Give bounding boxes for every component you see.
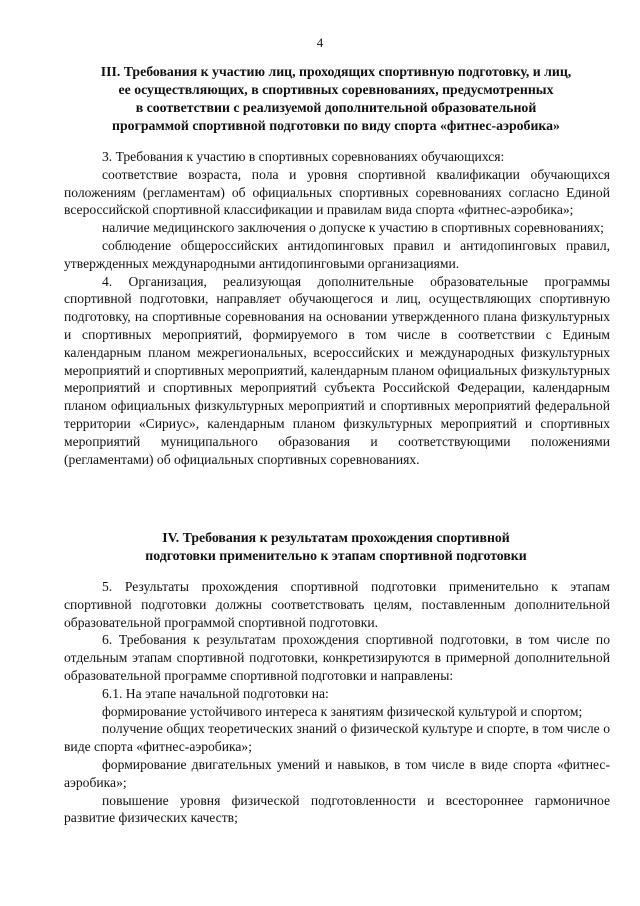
paragraph-6-1: 6.1. На этапе начальной подготовки на: (102, 685, 329, 701)
paragraph-5: 5. Результаты прохождения спортивной подготовки применительно к этапам спортивной подготовки должны соответствовать целям, поставленным дополнительной образовательной программой спортивной подготовки. (64, 579, 610, 630)
section-4-body (64, 578, 610, 827)
section-3-heading: III. Требования к участию лиц, проходящих спортивную подготовку, и лиц, ее осуществляющих, в спортивных соревнованиях, предусмотренных в соответствии с реализуемой дополнительной образовательной программой спортивной подготовки по виду спорта «фитнес-аэробика» (100, 64, 572, 133)
list-item-knowledge: получение общих теоретических знаний о физической культуре и спорте, в том числе о виде спорта «фитнес-аэробика»; (64, 721, 610, 755)
paragraph-3: 3. Требования к участию в спортивных соревнованиях обучающихся: (102, 149, 505, 164)
list-item-fitness: повышение уровня физической подготовленности и всестороннее гармоничное развитие физических качеств; (64, 792, 610, 826)
paragraph-3-antidoping: соблюдение общероссийских антидопинговых правил и антидопинговых правил, утвержденных международными антидопинговыми организациями. (64, 237, 610, 271)
page-number: 4 (316, 35, 324, 50)
paragraph-4: 4. Организация, реализующая дополнительные образовательные программы спортивной подготовки, направляет обучающегося и лиц, осуществляющих спортивную подготовку, на спортивные соревнования на основании утвержденного плана физкультурных и спортивных мероприятий, формируемого в том числе в соответствии с Единым календарным планом межрегиональных, всероссийских и международных физкультурных мероприятий и спортивных мероприятий, календарным планом официальных физкультурных мероприятий и спортивных мероприятий субъекта Российской Федерации, календарным планом официальных физкультурных мероприятий и спортивных мероприятий федеральной территории «Сириус», календарным планом физкультурных мероприятий и спортивных мероприятий муниципального образования и соответствующими положениями (регламентами) об официальных спортивных соревнованиях. (64, 273, 610, 467)
list-item-interest: формирование устойчивого интереса к занятиям физической культурой и спортом; (102, 703, 583, 719)
section-4-heading: IV. Требования к результатам прохождения спортивной подготовки применительно к этапам спортивной подготовки (145, 530, 527, 563)
paragraph-6: 6. Требования к результатам прохождения спортивной подготовки, в том числе по отдельным этапам спортивной подготовки, конкретизируются в примерной дополнительной образовательной программе спортивной подготовки и направлены: (64, 632, 610, 683)
list-item-skills: формирование двигательных умений и навыков, в том числе в виде спорта «фитнес-аэробика»; (64, 756, 610, 790)
paragraph-3-age: соответствие возраста, пола и уровня спортивной квалификации обучающихся положениям (регламентам) об официальных спортивных соревнованиях согласно Единой всероссийской спортивной классификации и правилам вида спорта «фитнес-аэробика»; (64, 166, 610, 218)
paragraph-3-medical: наличие медицинского заключения о допуске к участию в спортивных соревнованиях; (102, 220, 604, 236)
section-3-body (64, 148, 610, 468)
